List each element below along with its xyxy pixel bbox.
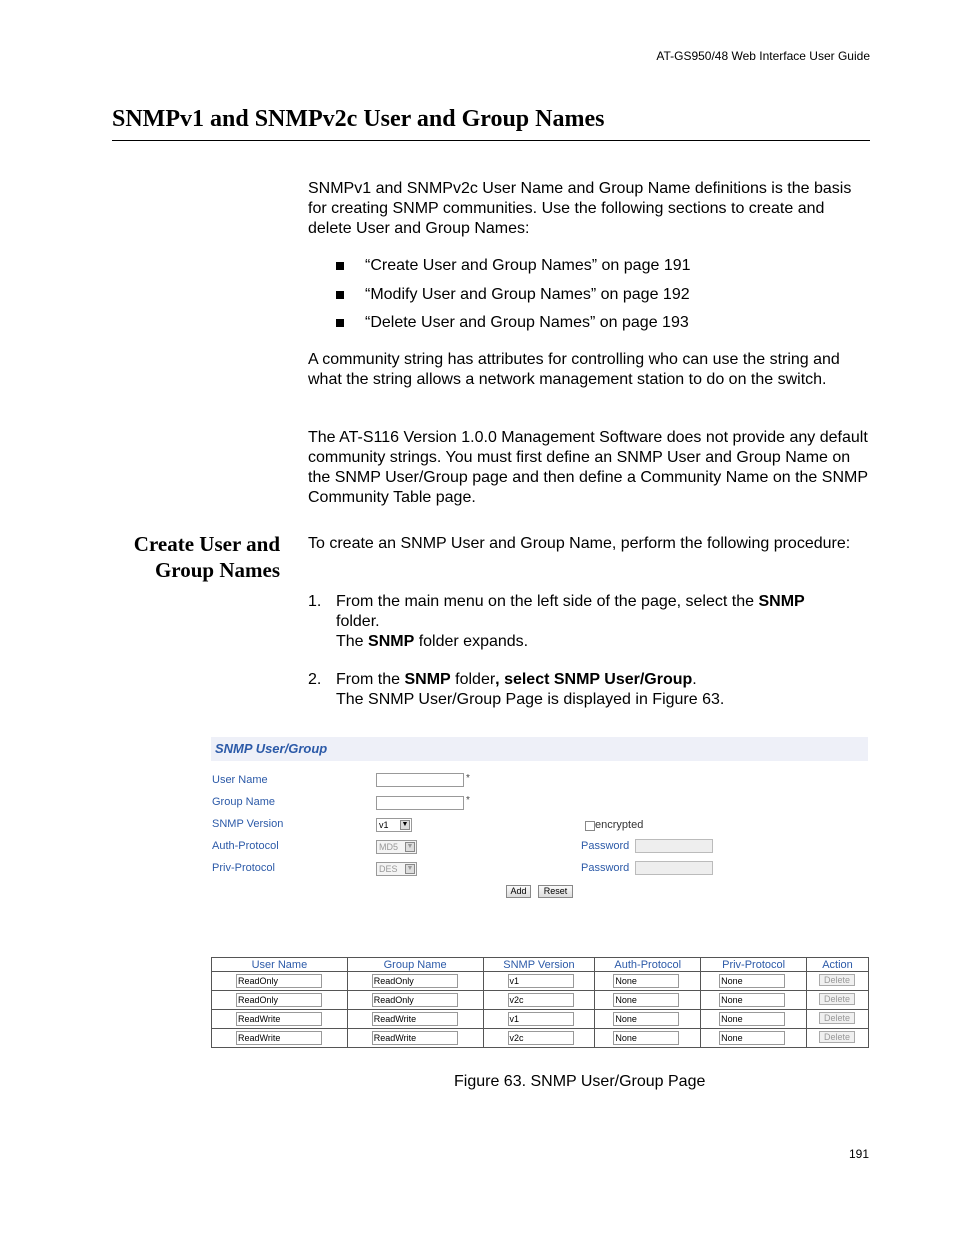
- snmp-version-cell[interactable]: v2c: [508, 1031, 574, 1045]
- step-bold-term: SNMP: [368, 633, 415, 650]
- user-group-table: [211, 957, 869, 1048]
- title-rule: [112, 140, 870, 141]
- procedure-step-1: [308, 592, 870, 652]
- priv-protocol-cell[interactable]: None: [719, 1031, 785, 1045]
- user-name-cell[interactable]: ReadWrite: [236, 1031, 322, 1045]
- step-result-part: folder expands.: [414, 633, 529, 650]
- password-label: Password: [581, 840, 630, 852]
- section-link-list: [336, 256, 856, 342]
- snmp-version-cell[interactable]: v1: [508, 974, 574, 988]
- priv-protocol-cell[interactable]: None: [719, 993, 785, 1007]
- group-name-cell[interactable]: ReadOnly: [372, 993, 458, 1007]
- auth-protocol-label: Auth-Protocol: [212, 840, 279, 852]
- priv-protocol-value: DES: [379, 864, 398, 874]
- snmp-version-select[interactable]: [376, 818, 412, 832]
- list-item: [336, 256, 856, 285]
- priv-protocol-cell[interactable]: None: [719, 974, 785, 988]
- column-header-group-name: Group Name: [347, 958, 483, 972]
- table-row: [212, 972, 869, 991]
- software-paragraph: The AT-S116 Version 1.0.0 Management Software does not provide any default community strings. You must first define an SNMP User and Group Name on the SNMP User/Group page and then define a Community Name on the SNMP Community Table page.: [308, 429, 868, 506]
- step-number: 1.: [308, 593, 322, 610]
- step-bold-term: SNMP User/Group: [553, 671, 693, 688]
- intro-paragraph: SNMPv1 and SNMPv2c User Name and Group Name definitions is the basis for creating SNMP communities. Use the following sections to create and delete User and Group Names:: [308, 180, 852, 237]
- user-name-input[interactable]: [376, 773, 464, 787]
- step-text-part: , select: [495, 671, 554, 688]
- auth-protocol-cell[interactable]: None: [613, 1012, 679, 1026]
- table-row: [212, 991, 869, 1010]
- group-name-cell[interactable]: ReadWrite: [372, 1012, 458, 1026]
- link-modify-user-group[interactable]: “Modify User and Group Names” on page 192: [365, 285, 690, 303]
- step-number: 2.: [308, 671, 322, 688]
- bullet-square-icon: [336, 319, 344, 327]
- list-item: [336, 313, 856, 342]
- password-label: Password: [581, 862, 630, 874]
- group-name-cell[interactable]: ReadOnly: [372, 974, 458, 988]
- group-name-input[interactable]: [376, 796, 464, 810]
- user-name-cell[interactable]: ReadWrite: [236, 1012, 322, 1026]
- snmp-version-cell[interactable]: v2c: [508, 993, 574, 1007]
- auth-password-input[interactable]: [635, 839, 713, 853]
- bullet-square-icon: [336, 262, 344, 270]
- link-create-user-group[interactable]: “Create User and Group Names” on page 191: [365, 257, 691, 274]
- column-header-snmp-version: SNMP Version: [483, 958, 595, 972]
- chevron-down-icon: ▼: [406, 843, 414, 850]
- auth-protocol-value: MD5: [379, 842, 399, 852]
- guide-title-header: AT-GS950/48 Web Interface User Guide: [656, 49, 870, 63]
- add-button[interactable]: Add: [506, 885, 531, 898]
- delete-button[interactable]: Delete: [819, 974, 855, 986]
- chevron-down-icon: ▼: [401, 821, 409, 828]
- step-bold-term: SNMP: [758, 593, 805, 610]
- snmp-version-cell[interactable]: v1: [508, 1012, 574, 1026]
- procedure-step-2: [308, 670, 870, 710]
- delete-button[interactable]: Delete: [819, 1031, 855, 1043]
- step-bold-term: SNMP: [404, 671, 451, 688]
- priv-protocol-cell[interactable]: None: [719, 1012, 785, 1026]
- step-result-part: The SNMP User/Group Page is displayed in Figure 63.: [336, 691, 725, 708]
- link-delete-user-group[interactable]: “Delete User and Group Names” on page 193: [365, 314, 689, 331]
- subsection-heading: [80, 531, 280, 583]
- column-header-auth-protocol: Auth-Protocol: [595, 958, 701, 972]
- user-name-cell[interactable]: ReadOnly: [236, 974, 322, 988]
- community-string-paragraph: A community string has attributes for controlling who can use the string and what the string allows a network management station to do on the switch.: [308, 351, 840, 388]
- page-number: 191: [848, 1147, 869, 1161]
- column-header-action: Action: [807, 958, 869, 972]
- auth-protocol-select[interactable]: [376, 840, 417, 854]
- step-text-part: From the main menu on the left side of the page, select the: [336, 593, 759, 610]
- required-mark: *: [466, 773, 470, 784]
- figure-caption: Figure 63. SNMP User/Group Page: [454, 1073, 706, 1090]
- user-name-label: User Name: [212, 774, 268, 786]
- snmp-version-value: v1: [379, 820, 389, 830]
- step-text-part: folder.: [336, 613, 380, 630]
- subsection-heading-line-2: Group Names: [154, 558, 280, 582]
- encrypted-label: encrypted: [595, 819, 644, 831]
- chevron-down-icon: ▼: [406, 865, 414, 872]
- encrypted-checkbox[interactable]: [585, 821, 595, 831]
- snmp-version-label: SNMP Version: [212, 818, 284, 830]
- step-text: [336, 592, 870, 652]
- priv-protocol-select[interactable]: [376, 862, 417, 876]
- column-header-priv-protocol: Priv-Protocol: [701, 958, 807, 972]
- subsection-heading-line-1: Create User and: [133, 532, 280, 556]
- bullet-square-icon: [336, 291, 344, 299]
- step-text-part: From the: [336, 671, 405, 688]
- step-text: [336, 670, 870, 710]
- step-text-part: folder: [450, 671, 496, 688]
- list-item: [336, 285, 856, 314]
- step-text-part: .: [692, 671, 697, 688]
- auth-protocol-cell[interactable]: None: [613, 974, 679, 988]
- table-header-row: [212, 958, 869, 972]
- auth-protocol-cell[interactable]: None: [613, 1031, 679, 1045]
- step-result-part: The: [336, 633, 369, 650]
- table-row: [212, 1010, 869, 1029]
- priv-protocol-label: Priv-Protocol: [212, 862, 275, 874]
- figure-banner-title: SNMP User/Group: [215, 741, 328, 756]
- group-name-cell[interactable]: ReadWrite: [372, 1031, 458, 1045]
- reset-button[interactable]: Reset: [538, 885, 573, 898]
- delete-button[interactable]: Delete: [819, 1012, 855, 1024]
- required-mark: *: [466, 795, 470, 806]
- column-header-user-name: User Name: [212, 958, 348, 972]
- priv-password-input[interactable]: [635, 861, 713, 875]
- table-row: [212, 1029, 869, 1048]
- page-title: SNMPv1 and SNMPv2c User and Group Names: [112, 106, 605, 132]
- user-name-cell[interactable]: ReadOnly: [236, 993, 322, 1007]
- auth-protocol-cell[interactable]: None: [613, 993, 679, 1007]
- procedure-intro: To create an SNMP User and Group Name, perform the following procedure:: [308, 535, 851, 552]
- group-name-label: Group Name: [212, 796, 275, 808]
- delete-button[interactable]: Delete: [819, 993, 855, 1005]
